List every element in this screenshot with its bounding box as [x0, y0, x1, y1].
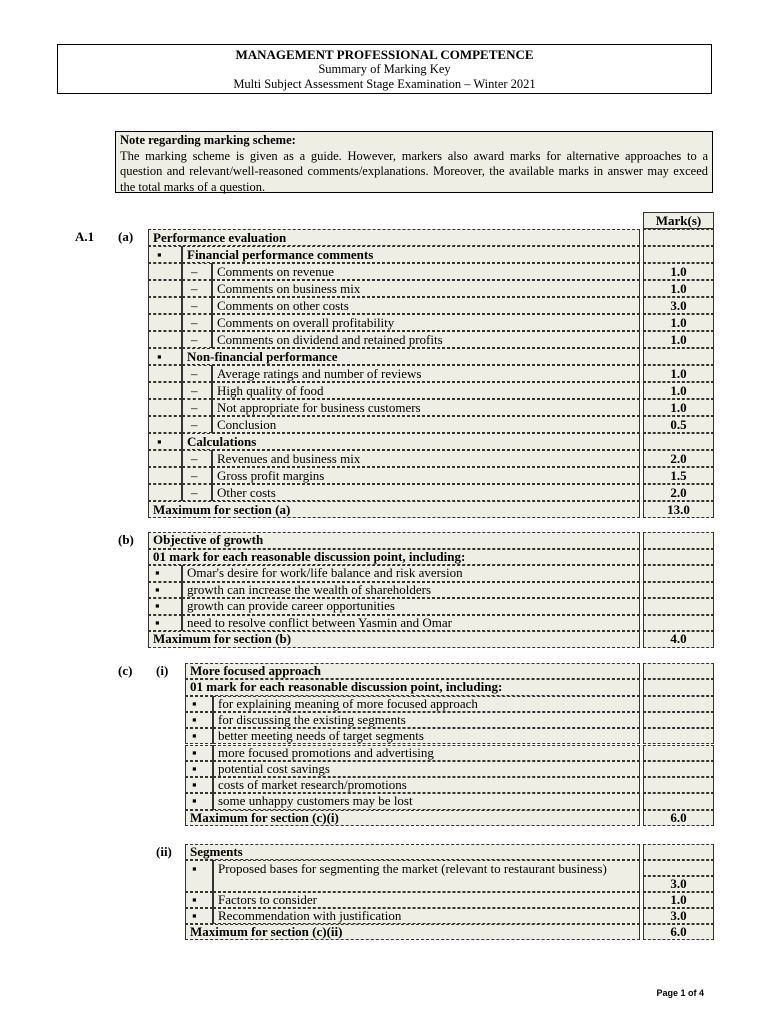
item-text: Conclusion — [212, 416, 640, 433]
mark-cell-empty — [643, 549, 714, 566]
section-label-ci: (i) — [156, 663, 169, 678]
mark-value: 1.0 — [643, 280, 714, 297]
group-title: Calculations — [182, 433, 640, 450]
item-text: costs of market research/promotions — [213, 777, 640, 793]
dash-symbol: – — [182, 297, 212, 314]
dash-symbol: – — [182, 467, 212, 484]
bullet-symbol: ▪ — [148, 615, 182, 632]
bullet-spacer — [148, 467, 182, 484]
mark-cell-empty — [643, 728, 714, 744]
note-body: The marking scheme is given as a guide. However, markers also award marks for alternative approaches to a question and relevant/well-reasoned comments/explanations. Moreover, the available marks in answer may exceed the total marks of a question. — [120, 148, 708, 194]
bullet-symbol: ▪ — [148, 433, 182, 450]
dash-symbol: – — [182, 450, 212, 467]
bullet-spacer — [148, 416, 182, 433]
bullet-symbol: ▪ — [185, 728, 213, 744]
bullet-spacer — [148, 280, 182, 297]
bullet-symbol: ▪ — [148, 348, 182, 365]
section-max-label: Maximum for section (c)(i) — [185, 810, 640, 826]
mark-value: 1.0 — [643, 314, 714, 331]
bullet-symbol: ▪ — [185, 761, 213, 777]
bullet-symbol: ▪ — [185, 745, 213, 761]
dash-symbol: – — [182, 399, 212, 416]
item-text: High quality of food — [212, 382, 640, 399]
mark-cell-empty — [643, 761, 714, 777]
mark-cell-empty — [643, 860, 714, 876]
mark-value: 1.0 — [643, 331, 714, 348]
mark-cell-empty — [643, 229, 714, 246]
bullet-symbol: ▪ — [185, 777, 213, 793]
section-label-b: (b) — [118, 532, 134, 547]
dash-symbol: – — [182, 382, 212, 399]
dash-symbol: – — [182, 314, 212, 331]
bullet-spacer — [148, 382, 182, 399]
item-text: Comments on revenue — [212, 263, 640, 280]
mark-value: 1.0 — [643, 365, 714, 382]
header-exam: Multi Subject Assessment Stage Examination – Winter 2021 — [233, 77, 536, 91]
mark-value: 1.0 — [643, 382, 714, 399]
mark-cell-empty — [643, 433, 714, 450]
item-text: Not appropriate for business customers — [212, 399, 640, 416]
mark-value: 2.0 — [643, 484, 714, 501]
item-text: for explaining meaning of more focused approach — [213, 696, 640, 712]
item-text: Comments on business mix — [212, 280, 640, 297]
dash-symbol: – — [182, 280, 212, 297]
item-text: potential cost savings — [213, 761, 640, 777]
mark-cell-empty — [643, 615, 714, 632]
section-title: Segments — [185, 844, 640, 860]
section-subtitle: 01 mark for each reasonable discussion point, including: — [148, 549, 640, 566]
item-text: Proposed bases for segmenting the market (relevant to restaurant business) — [213, 860, 640, 892]
bullet-symbol: ▪ — [185, 908, 213, 924]
mark-value: 4.0 — [643, 631, 714, 648]
header-title: MANAGEMENT PROFESSIONAL COMPETENCE — [235, 47, 534, 62]
mark-value: 0.5 — [643, 416, 714, 433]
item-text: for discussing the existing segments — [213, 712, 640, 728]
mark-value: 1.0 — [643, 892, 714, 908]
section-title: Performance evaluation — [148, 229, 640, 246]
mark-cell-empty — [643, 793, 714, 809]
bullet-spacer — [148, 399, 182, 416]
section-max-label: Maximum for section (c)(ii) — [185, 924, 640, 940]
item-text: Factors to consider — [213, 892, 640, 908]
bullet-spacer — [148, 484, 182, 501]
bullet-symbol: ▪ — [185, 793, 213, 809]
bullet-symbol: ▪ — [148, 598, 182, 615]
item-text: Recommendation with justification — [213, 908, 640, 924]
dash-symbol: – — [182, 365, 212, 382]
bullet-symbol: ▪ — [185, 892, 213, 908]
mark-value: 2.0 — [643, 450, 714, 467]
note-heading: Note regarding marking scheme: — [120, 133, 296, 147]
group-title: Non-financial performance — [182, 348, 640, 365]
mark-cell-empty — [643, 696, 714, 712]
group-title: Financial performance comments — [182, 246, 640, 263]
mark-value: 1.0 — [643, 399, 714, 416]
dash-symbol: – — [182, 416, 212, 433]
mark-value: 3.0 — [643, 908, 714, 924]
question-number: A.1 — [75, 229, 95, 244]
item-text: Omar's desire for work/life balance and risk aversion — [182, 565, 640, 582]
mark-value: 6.0 — [643, 810, 714, 826]
bullet-symbol: ▪ — [148, 246, 182, 263]
item-text: Average ratings and number of reviews — [212, 365, 640, 382]
mark-cell-empty — [643, 663, 714, 679]
dash-symbol: – — [182, 484, 212, 501]
item-text: growth can increase the wealth of shareholders — [182, 582, 640, 599]
document-header — [57, 44, 712, 94]
header-subtitle: Summary of Marking Key — [318, 62, 451, 76]
bullet-spacer — [148, 365, 182, 382]
mark-cell-empty — [643, 348, 714, 365]
mark-cell-empty — [643, 679, 714, 695]
bullet-spacer — [148, 263, 182, 280]
item-text: Comments on other costs — [212, 297, 640, 314]
mark-cell-empty — [643, 712, 714, 728]
bullet-symbol: ▪ — [185, 860, 213, 892]
dash-symbol: – — [182, 263, 212, 280]
item-text: need to resolve conflict between Yasmin and Omar — [182, 615, 640, 632]
bullet-spacer — [148, 450, 182, 467]
section-max-label: Maximum for section (b) — [148, 631, 640, 648]
item-text: more focused promotions and advertising — [213, 745, 640, 761]
mark-value: 6.0 — [643, 924, 714, 940]
bullet-symbol: ▪ — [185, 696, 213, 712]
mark-cell-empty — [643, 745, 714, 761]
mark-cell-empty — [643, 598, 714, 615]
bullet-spacer — [148, 314, 182, 331]
section-subtitle: 01 mark for each reasonable discussion point, including: — [185, 679, 640, 695]
section-title: More focused approach — [185, 663, 640, 679]
item-text: some unhappy customers may be lost — [213, 793, 640, 809]
mark-value: 13.0 — [643, 501, 714, 518]
mark-cell-empty — [643, 565, 714, 582]
item-text: Gross profit margins — [212, 467, 640, 484]
bullet-symbol: ▪ — [148, 565, 182, 582]
item-text: growth can provide career opportunities — [182, 598, 640, 615]
item-text: Comments on dividend and retained profits — [212, 331, 640, 348]
item-text: better meeting needs of target segments — [213, 728, 640, 744]
bullet-symbol: ▪ — [148, 582, 182, 599]
mark-value: 3.0 — [643, 876, 714, 892]
mark-cell-empty — [643, 582, 714, 599]
section-label-a: (a) — [118, 229, 134, 244]
mark-value: 1.5 — [643, 467, 714, 484]
item-text: Other costs — [212, 484, 640, 501]
mark-cell-empty — [643, 844, 714, 860]
bullet-spacer — [148, 297, 182, 314]
mark-cell-empty — [643, 246, 714, 263]
marks-header: Mark(s) — [643, 212, 714, 229]
section-label-cii: (ii) — [156, 844, 172, 859]
section-title: Objective of growth — [148, 532, 640, 549]
marking-note — [115, 131, 713, 193]
mark-value: 1.0 — [643, 263, 714, 280]
mark-cell-empty — [643, 532, 714, 549]
dash-symbol: – — [182, 331, 212, 348]
section-max-label: Maximum for section (a) — [148, 501, 640, 518]
item-text: Comments on overall profitability — [212, 314, 640, 331]
section-label-c: (c) — [118, 663, 133, 678]
bullet-symbol: ▪ — [185, 712, 213, 728]
mark-value: 3.0 — [643, 297, 714, 314]
item-text: Revenues and business mix — [212, 450, 640, 467]
mark-cell-empty — [643, 777, 714, 793]
bullet-spacer — [148, 331, 182, 348]
page-number: Page 1 of 4 — [656, 988, 704, 998]
